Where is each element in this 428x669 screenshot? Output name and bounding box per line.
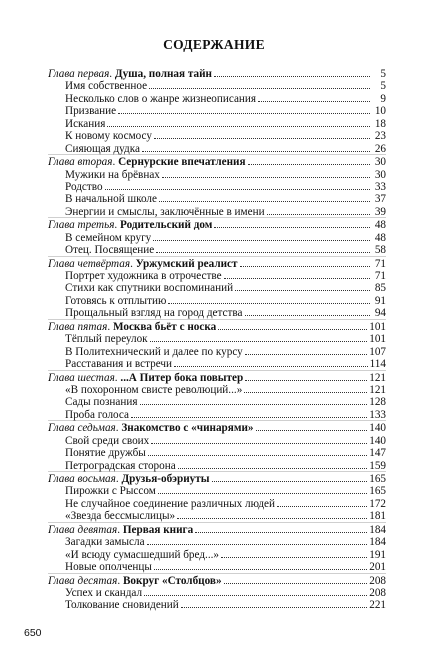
dot-leader: [224, 574, 368, 584]
section-title: Пирожки с Рыссом: [65, 485, 156, 498]
dot-leader: [181, 598, 367, 608]
section-row: [48, 484, 386, 496]
section-title: К новому космосу: [65, 130, 152, 143]
section-row: [48, 560, 386, 572]
chapter-separator: .: [114, 219, 121, 232]
chapter-page: 48: [374, 219, 386, 232]
section-page: 128: [369, 396, 386, 409]
section-page: 107: [369, 345, 386, 358]
section-page: 159: [369, 459, 386, 472]
section-title: Прощальный взгляд на город детства: [65, 307, 243, 320]
section-title: Тёплый переулок: [65, 333, 148, 346]
section-row: [48, 395, 386, 407]
section-title: В семейном кругу: [65, 231, 152, 244]
dot-leader: [240, 257, 370, 267]
section-page: 37: [374, 193, 386, 206]
page-number: 650: [24, 627, 42, 639]
dot-leader: [212, 472, 368, 482]
section-row: [48, 205, 386, 217]
dot-leader: [151, 434, 367, 444]
section-row: [48, 294, 386, 306]
chapter-title: Сернурские впечатления: [118, 156, 246, 169]
section-row: [48, 357, 386, 369]
chapter-row: [48, 319, 386, 332]
chapter-separator: .: [112, 156, 119, 169]
chapter-separator: .: [107, 320, 113, 333]
dot-leader: [154, 560, 367, 570]
chapter-separator: .: [115, 473, 122, 485]
chapter-title: Вокруг «Столбцов»: [122, 574, 222, 587]
chapter-separator: .: [130, 257, 136, 270]
chapter-separator: .: [115, 422, 122, 435]
section-title: Загадки замысла: [65, 536, 145, 549]
section-title: Мужики на брёвнах: [65, 168, 160, 181]
chapter-label: Глава четвёртая: [48, 257, 131, 270]
section-row: [48, 535, 386, 547]
section-row: [48, 459, 386, 471]
section-title: Не случайное соединение различных людей: [65, 497, 276, 510]
section-page: 39: [374, 205, 386, 218]
section-row: [48, 434, 386, 446]
dot-leader: [214, 67, 370, 77]
dot-leader: [177, 509, 367, 519]
dot-leader: [154, 129, 370, 139]
dot-leader: [218, 320, 367, 330]
section-page: 221: [369, 599, 386, 612]
dot-leader: [140, 395, 368, 405]
section-row: [48, 332, 386, 344]
section-title: Стихи как спутники воспоминаний: [65, 282, 234, 295]
section-row: [48, 243, 386, 255]
section-title: Петроградская сторона: [65, 459, 176, 472]
chapter-row: [48, 67, 386, 79]
section-page: 48: [374, 231, 386, 244]
chapter-separator: .: [117, 523, 123, 536]
chapter-page: 140: [369, 422, 386, 435]
dot-leader: [156, 243, 370, 253]
section-row: [48, 408, 386, 420]
dot-leader: [277, 497, 367, 507]
chapter-page: 71: [374, 257, 386, 270]
dot-leader: [256, 421, 368, 431]
section-page: 133: [369, 408, 386, 421]
section-page: 18: [374, 117, 386, 130]
dot-leader: [214, 218, 370, 228]
chapter-separator: .: [117, 574, 123, 587]
section-row: [48, 598, 386, 610]
chapter-page: 5: [380, 68, 386, 80]
section-title: Энергии и смыслы, заключённые в имени: [65, 205, 265, 218]
section-row: [48, 586, 386, 598]
section-title: Портрет художника в отрочестве: [65, 270, 222, 282]
section-title: Свой среди своих: [65, 434, 150, 447]
chapter-title: Москва бьёт с носка: [112, 320, 217, 333]
chapter-heading: [48, 258, 238, 270]
section-row: [48, 79, 386, 91]
dot-leader: [245, 306, 370, 316]
chapter-label: Глава вторая: [48, 156, 113, 169]
chapter-heading: [48, 372, 243, 384]
section-page: 147: [369, 447, 386, 460]
section-page: 33: [374, 180, 386, 193]
section-title: Успех и скандал: [65, 586, 143, 599]
section-page: 30: [374, 168, 386, 181]
section-title: Новые ополченцы: [65, 561, 152, 574]
dot-leader: [235, 281, 370, 291]
section-page: 201: [369, 561, 386, 574]
chapter-label: Глава первая: [48, 68, 110, 80]
section-title: Отец. Посвящение: [65, 244, 155, 257]
dot-leader: [131, 408, 367, 418]
section-title: Искания: [65, 117, 106, 130]
section-page: 94: [374, 307, 386, 320]
section-row: [48, 509, 386, 521]
dot-leader: [178, 459, 368, 469]
chapter-row: [48, 154, 386, 167]
dot-leader: [107, 117, 370, 127]
chapter-row: [48, 573, 386, 586]
section-page: 101: [369, 333, 386, 346]
chapter-page: 184: [369, 523, 386, 536]
section-title: В начальной школе: [65, 193, 157, 206]
dot-leader: [159, 192, 370, 202]
section-title: «И всюду сумасшедший бред...»: [65, 548, 220, 561]
dot-leader: [195, 523, 367, 533]
dot-leader: [118, 104, 370, 114]
chapter-label: Глава десятая: [48, 574, 118, 587]
section-row: [48, 117, 386, 129]
chapter-title: Душа, полная тайн: [114, 68, 212, 80]
dot-leader: [258, 92, 370, 102]
dot-leader: [245, 345, 367, 355]
chapter-separator: .: [114, 371, 121, 384]
section-title: Родство: [65, 180, 103, 193]
chapter-row: [48, 471, 386, 484]
section-page: 85: [374, 282, 386, 295]
section-row: [48, 497, 386, 509]
section-page: 165: [369, 485, 386, 498]
section-row: [48, 104, 386, 116]
section-row: [48, 192, 386, 204]
dot-leader: [267, 205, 370, 215]
dot-leader: [148, 446, 367, 456]
chapter-row: [48, 522, 386, 535]
chapter-label: Глава третья: [48, 219, 115, 232]
chapter-page: 30: [374, 156, 386, 169]
chapter-page: 101: [369, 320, 386, 333]
section-page: 23: [374, 130, 386, 143]
section-row: [48, 281, 386, 293]
section-title: Проба голоса: [65, 408, 130, 421]
chapter-title: Уржумский реалист: [135, 257, 238, 270]
section-title: Понятие дружбы: [65, 447, 146, 460]
section-row: [48, 168, 386, 180]
chapter-separator: .: [109, 68, 115, 80]
chapter-label: Глава шестая: [48, 371, 115, 384]
dot-leader: [244, 383, 367, 393]
section-title: Имя собственное: [65, 80, 148, 93]
section-title: Толкование сновидений: [65, 599, 179, 612]
chapter-page: 121: [369, 371, 386, 384]
section-title: Сияющая дудка: [65, 142, 140, 155]
section-title: Сады познания: [65, 396, 138, 409]
chapter-title: Первая книга: [122, 523, 194, 536]
section-page: 58: [374, 244, 386, 257]
dot-leader: [142, 142, 370, 152]
chapter-title: ...А Питер бока повытер: [120, 371, 244, 384]
section-page: 121: [369, 383, 386, 396]
dot-leader: [221, 548, 367, 558]
dot-leader: [150, 332, 368, 342]
chapter-row: [48, 370, 386, 383]
section-title: Несколько слов о жанре жизнеописания: [65, 92, 257, 105]
section-row: [48, 231, 386, 243]
page-title: СОДЕРЖАНИЕ: [163, 37, 265, 52]
section-title: Готовясь к отплытию: [65, 294, 167, 307]
table-of-contents: [48, 67, 386, 611]
section-row: [48, 548, 386, 560]
dot-leader: [105, 180, 370, 190]
section-title: Расставания и встречи: [65, 358, 173, 371]
chapter-label: Глава пятая: [48, 320, 108, 333]
dot-leader: [147, 535, 368, 545]
section-page: 10: [374, 105, 386, 118]
section-page: 9: [380, 92, 386, 105]
section-row: [48, 142, 386, 154]
section-page: 5: [380, 80, 386, 93]
section-title: Призвание: [65, 105, 117, 118]
dot-leader: [149, 79, 370, 89]
dot-leader: [224, 269, 370, 279]
chapter-label: Глава девятая: [48, 523, 118, 536]
chapter-page: 165: [369, 473, 386, 485]
section-page: 140: [369, 434, 386, 447]
section-page: 184: [369, 536, 386, 549]
chapter-label: Глава седьмая: [48, 422, 116, 435]
section-page: 191: [369, 548, 386, 561]
section-page: 181: [369, 510, 386, 523]
chapter-row: [48, 420, 386, 433]
chapter-label: Глава восьмая: [48, 473, 116, 485]
section-title: В Политехнический и далее по курсу: [65, 345, 243, 358]
section-page: 114: [369, 358, 386, 371]
section-row: [48, 92, 386, 104]
dot-leader: [174, 357, 368, 367]
dot-leader: [248, 155, 370, 165]
section-row: [48, 129, 386, 141]
section-page: 71: [374, 270, 386, 282]
chapter-title: Друзья-обэриуты: [121, 473, 210, 485]
dot-leader: [153, 231, 370, 241]
section-row: [48, 269, 386, 281]
section-page: 172: [369, 497, 386, 510]
dot-leader: [168, 294, 370, 304]
section-row: [48, 180, 386, 192]
dot-leader: [158, 484, 367, 494]
chapter-row: [48, 256, 386, 269]
chapter-row: [48, 217, 386, 230]
section-row: [48, 345, 386, 357]
section-page: 26: [374, 142, 386, 155]
section-page: 208: [369, 586, 386, 599]
chapter-title: Родительский дом: [120, 219, 213, 232]
chapter-page: 208: [369, 574, 386, 587]
chapter-title: Знакомство с «чинарями»: [121, 422, 254, 435]
dot-leader: [245, 371, 367, 381]
section-row: [48, 383, 386, 395]
dot-leader: [144, 586, 367, 596]
dot-leader: [162, 168, 370, 178]
section-page: 91: [374, 294, 386, 307]
section-title: «Звезда бессмыслицы»: [65, 510, 176, 523]
section-row: [48, 446, 386, 458]
section-title: «В похоронном свисте революций...»: [65, 383, 243, 396]
section-row: [48, 306, 386, 318]
